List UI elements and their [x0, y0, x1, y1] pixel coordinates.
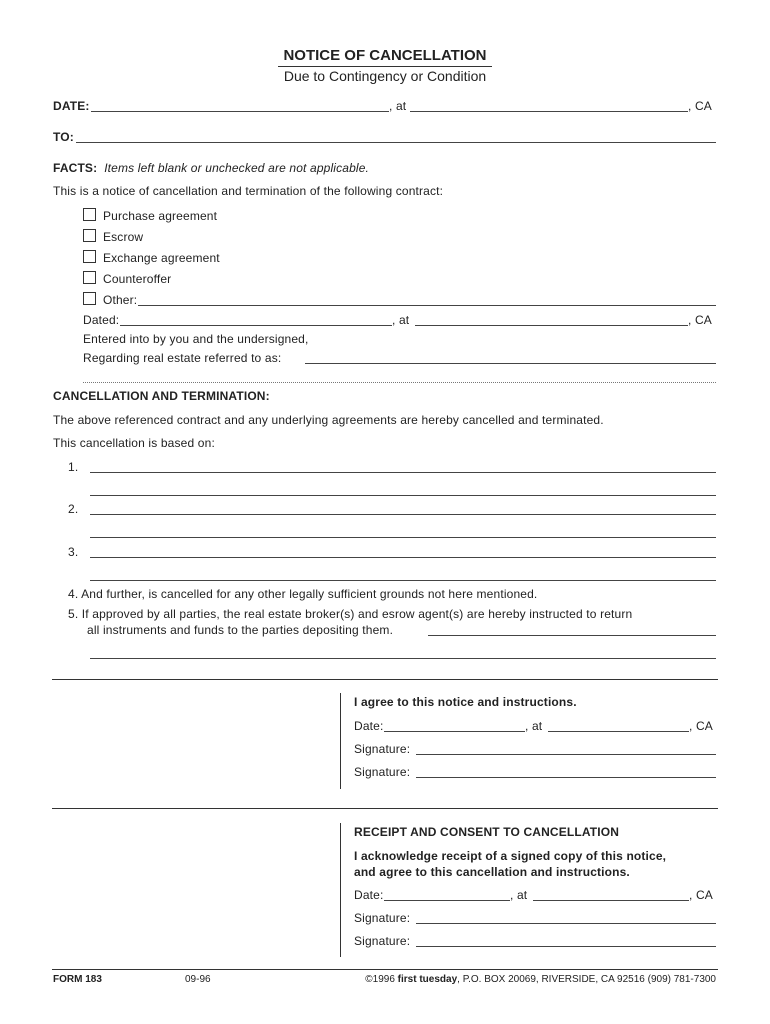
item-5-field-2[interactable] [90, 658, 716, 659]
receipt-date-label: Date: [354, 888, 384, 902]
cancellation-para1: The above referenced contract and any underlying agreements are hereby cancelled and terminated. [53, 413, 604, 427]
option-purchase-agreement: Purchase agreement [103, 209, 218, 223]
facts-label: FACTS: [53, 161, 98, 175]
agree-location-field[interactable] [548, 731, 689, 732]
footer-copyright-prefix: ©1996 [365, 974, 398, 985]
item-5-field[interactable] [428, 635, 716, 636]
facts-note: Items left blank or unchecked are not applicable. [104, 161, 370, 175]
agree-at-label: , at [525, 719, 543, 733]
receipt-date-field[interactable] [384, 900, 510, 901]
footer-brand: first tuesday [397, 974, 458, 985]
receipt-vertical-rule [340, 823, 341, 957]
form-title: NOTICE OF CANCELLATION [283, 47, 487, 64]
reason-2-field-2[interactable] [90, 537, 716, 538]
to-label: TO: [53, 130, 74, 144]
receipt-location-field[interactable] [533, 900, 689, 901]
footer-rule [52, 969, 718, 970]
section-divider [83, 382, 716, 383]
other-field[interactable] [138, 305, 716, 306]
receipt-top-rule [52, 808, 718, 809]
footer-form-number: FORM 183 [53, 974, 102, 985]
footer-copyright [365, 974, 716, 985]
receipt-signature-1-field[interactable] [416, 923, 716, 924]
date-at-label: , at [389, 99, 407, 113]
item-5-line-2: all instruments and funds to the parties depositing them. [87, 623, 394, 637]
option-escrow: Escrow [103, 230, 144, 244]
checkbox-counteroffer[interactable] [83, 271, 96, 284]
dated-at-label: , at [392, 313, 410, 327]
date-label: DATE: [53, 99, 90, 113]
reason-1-field[interactable] [90, 472, 716, 473]
agree-date-label: Date: [354, 719, 384, 733]
agree-vertical-rule [340, 693, 341, 789]
reason-2-field[interactable] [90, 514, 716, 515]
agree-signature-1-label: Signature: [354, 742, 411, 756]
agree-signature-2-label: Signature: [354, 765, 411, 779]
option-counteroffer: Counteroffer [103, 272, 172, 286]
reason-3-number: 3. [68, 545, 79, 559]
title-underline [278, 66, 492, 67]
option-exchange-agreement: Exchange agreement [103, 251, 220, 265]
checkbox-purchase-agreement[interactable] [83, 208, 96, 221]
facts-intro: This is a notice of cancellation and termination of the following contract: [53, 184, 444, 198]
date-field[interactable] [91, 111, 389, 112]
reason-3-field-2[interactable] [90, 580, 716, 581]
receipt-ca-label: , CA [689, 888, 713, 902]
regarding-field[interactable] [305, 363, 716, 364]
receipt-at-label: , at [510, 888, 528, 902]
dated-label: Dated: [83, 313, 120, 327]
receipt-signature-2-label: Signature: [354, 934, 411, 948]
footer-address: , P.O. BOX 20069, RIVERSIDE, CA 92516 (909) 781-7300 [457, 974, 716, 985]
agree-signature-2-field[interactable] [416, 777, 716, 778]
reason-1-number: 1. [68, 460, 79, 474]
checkbox-exchange-agreement[interactable] [83, 250, 96, 263]
option-other: Other: [103, 293, 138, 307]
receipt-signature-2-field[interactable] [416, 946, 716, 947]
reason-2-number: 2. [68, 502, 79, 516]
footer-form-date: 09-96 [185, 974, 211, 985]
regarding-label: Regarding real estate referred to as: [83, 351, 282, 365]
to-field[interactable] [76, 142, 716, 143]
reason-1-field-2[interactable] [90, 495, 716, 496]
cancellation-para2: This cancellation is based on: [53, 436, 215, 450]
dated-ca-label: , CA [688, 313, 712, 327]
form-subtitle: Due to Contingency or Condition [283, 68, 487, 84]
reason-3-field[interactable] [90, 557, 716, 558]
dated-location-field[interactable] [415, 325, 688, 326]
agree-signature-1-field[interactable] [416, 754, 716, 755]
date-location-field[interactable] [410, 111, 688, 112]
agree-date-field[interactable] [384, 731, 525, 732]
facts-line [53, 161, 369, 175]
entered-text: Entered into by you and the undersigned, [83, 332, 309, 346]
date-ca-label: , CA [688, 99, 712, 113]
receipt-heading: RECEIPT AND CONSENT TO CANCELLATION [354, 825, 620, 839]
cancellation-heading: CANCELLATION AND TERMINATION: [53, 389, 270, 403]
checkbox-other[interactable] [83, 292, 96, 305]
item-5-line-1: 5. If approved by all parties, the real estate broker(s) and esrow agent(s) are hereby instructed to return [68, 607, 633, 621]
receipt-line-1: I acknowledge receipt of a signed copy of this notice, [354, 849, 667, 863]
agree-ca-label: , CA [689, 719, 713, 733]
item-4: 4. And further, is cancelled for any other legally sufficient grounds not here mentioned. [68, 587, 538, 601]
checkbox-escrow[interactable] [83, 229, 96, 242]
agree-heading: I agree to this notice and instructions. [354, 695, 577, 709]
dated-field[interactable] [120, 325, 392, 326]
receipt-line-2: and agree to this cancellation and instructions. [354, 865, 630, 879]
agree-top-rule [52, 679, 718, 680]
receipt-signature-1-label: Signature: [354, 911, 411, 925]
